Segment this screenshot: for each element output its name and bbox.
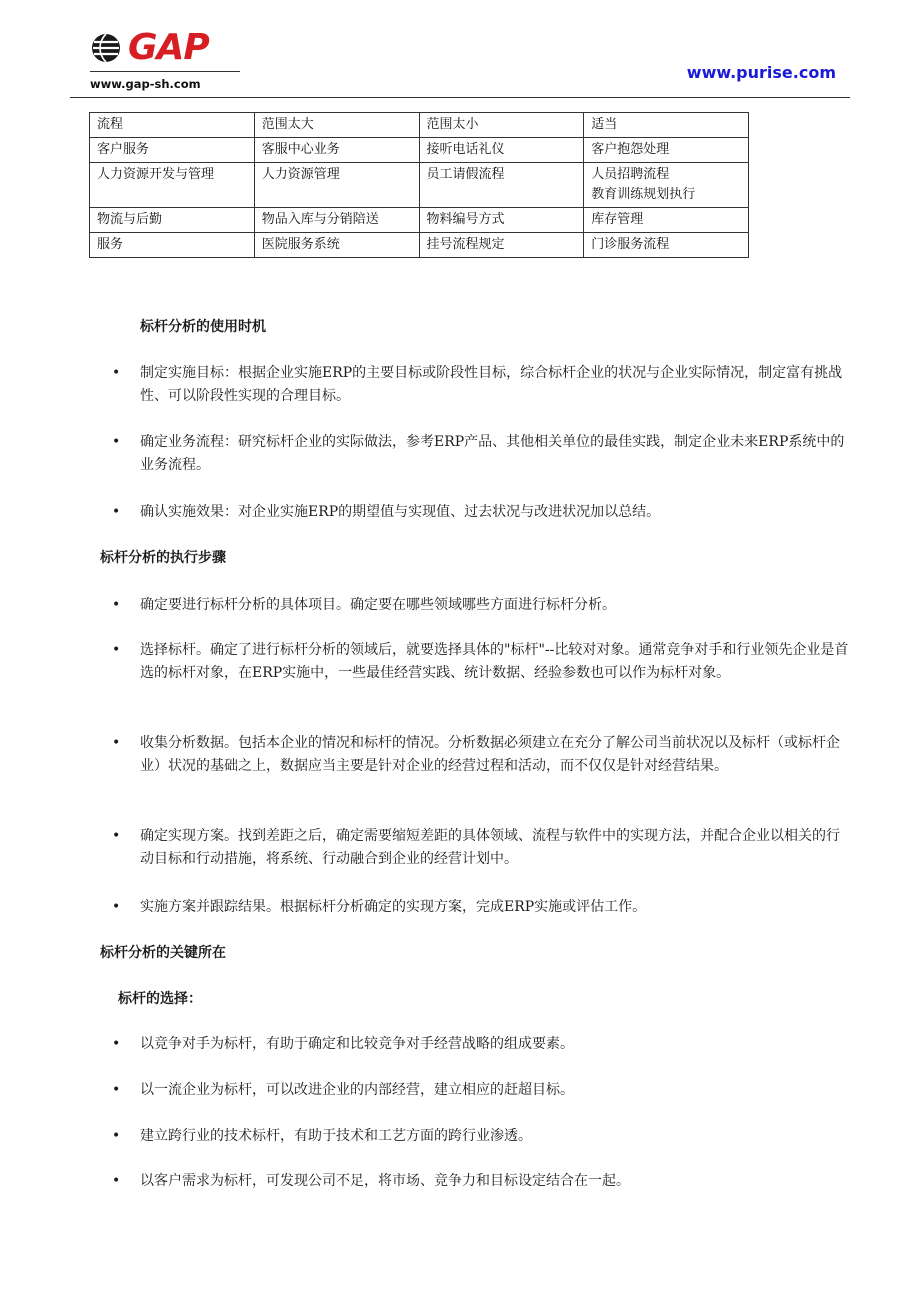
header-divider xyxy=(70,97,850,98)
list-item: 建立跨行业的技术标杆，有助于技术和工艺方面的跨行业渗透。 xyxy=(140,1128,532,1144)
list-item: 以竞争对手为标杆，有助于确定和比较竞争对手经营战略的组成要素。 xyxy=(140,1036,574,1052)
list-item: 确定业务流程：研究标杆企业的实际做法，参考ERP产品、其他相关单位的最佳实践，制定企业未来ERP系统中的业务流程。 xyxy=(140,434,845,473)
table-cell: 范围太小 xyxy=(419,113,584,138)
table-row xyxy=(90,113,749,138)
bullet-icon: • xyxy=(112,1173,121,1189)
table-row xyxy=(90,138,749,163)
list-item: 以客户需求为标杆，可发现公司不足，将市场、竞争力和目标设定结合在一起。 xyxy=(140,1173,630,1189)
table-row xyxy=(90,163,749,208)
bullet-icon: • xyxy=(112,434,121,450)
bullet-icon: • xyxy=(112,1036,121,1052)
table-row xyxy=(90,208,749,233)
globe-icon xyxy=(90,32,122,64)
table-cell: 客户抱怨处理 xyxy=(584,138,749,163)
bullet-icon: • xyxy=(112,828,121,844)
bullet-icon: • xyxy=(112,1128,121,1144)
list-item: 收集分析数据。包括本企业的情况和标杆的情况。分析数据必须建立在充分了解公司当前状况以及标杆（或标杆企业）状况的基础之上，数据应当主要是针对企业的经营过程和活动，而不仅仅是针对经营结果。 xyxy=(140,735,840,774)
bullet-icon: • xyxy=(112,504,121,520)
table-cell: 人力资源开发与管理 xyxy=(90,163,255,208)
table-cell: 物品入库与分销陪送 xyxy=(254,208,419,233)
table-cell: 范围太大 xyxy=(254,113,419,138)
table-cell: 挂号流程规定 xyxy=(419,233,584,258)
list-item: 选择标杆。确定了进行标杆分析的领域后，就要选择具体的"标杆"--比较对对象。通常竞争对手和行业领先企业是首选的标杆对象，在ERP实施中，一些最佳经营实践、统计数据、经验参数也可以作为标杆对象。 xyxy=(140,642,849,681)
section-heading: 标杆分析的执行步骤 xyxy=(100,550,226,566)
table-cell: 人力资源管理 xyxy=(254,163,419,208)
table-cell: 人员招聘流程 教育训练规划执行 xyxy=(584,163,749,208)
table-cell: 客服中心业务 xyxy=(254,138,419,163)
table-cell: 接听电话礼仪 xyxy=(419,138,584,163)
bullet-icon: • xyxy=(112,899,121,915)
table-cell: 医院服务系统 xyxy=(254,233,419,258)
section-heading: 标杆分析的关键所在 xyxy=(100,945,226,961)
table-cell: 物流与后勤 xyxy=(90,208,255,233)
section-subheading: 标杆的选择： xyxy=(118,991,202,1007)
table-cell: 适当 xyxy=(584,113,749,138)
table-cell: 门诊服务流程 xyxy=(584,233,749,258)
bullet-icon: • xyxy=(112,365,121,381)
logo-url[interactable]: www.gap-sh.com xyxy=(90,71,240,91)
section-heading: 标杆分析的使用时机 xyxy=(140,319,266,335)
table-cell: 客户服务 xyxy=(90,138,255,163)
logo-wordmark: GAP xyxy=(128,27,209,68)
list-item: 确认实施效果：对企业实施ERP的期望值与实现值、过去状况与改进状况加以总结。 xyxy=(140,504,661,520)
table-cell: 员工请假流程 xyxy=(419,163,584,208)
bullet-icon: • xyxy=(112,1082,121,1098)
list-item: 实施方案并跟踪结果。根据标杆分析确定的实现方案，完成ERP实施或评估工作。 xyxy=(140,899,647,915)
list-item: 以一流企业为标杆，可以改进企业的内部经营，建立相应的赶超目标。 xyxy=(140,1082,574,1098)
bullet-icon: • xyxy=(112,597,121,613)
table-cell: 库存管理 xyxy=(584,208,749,233)
list-item: 确定要进行标杆分析的具体项目。确定要在哪些领域哪些方面进行标杆分析。 xyxy=(140,597,616,613)
table-cell: 服务 xyxy=(90,233,255,258)
bullet-icon: • xyxy=(112,642,121,658)
list-item: 制定实施目标：根据企业实施ERP的主要目标或阶段性目标，综合标杆企业的状况与企业实际情况，制定富有挑战性、可以阶段性实现的合理目标。 xyxy=(140,365,843,404)
bullet-icon: • xyxy=(112,735,121,751)
site-url-link[interactable]: www.purise.com xyxy=(686,63,836,82)
table-cell: 物料编号方式 xyxy=(419,208,584,233)
process-scope-table xyxy=(89,112,749,258)
list-item: 确定实现方案。找到差距之后，确定需要缩短差距的具体领域、流程与软件中的实现方法，并配合企业以相关的行动目标和行动措施，将系统、行动融合到企业的经营计划中。 xyxy=(140,828,840,867)
table-row xyxy=(90,233,749,258)
table-cell: 流程 xyxy=(90,113,255,138)
gap-logo xyxy=(90,28,250,94)
